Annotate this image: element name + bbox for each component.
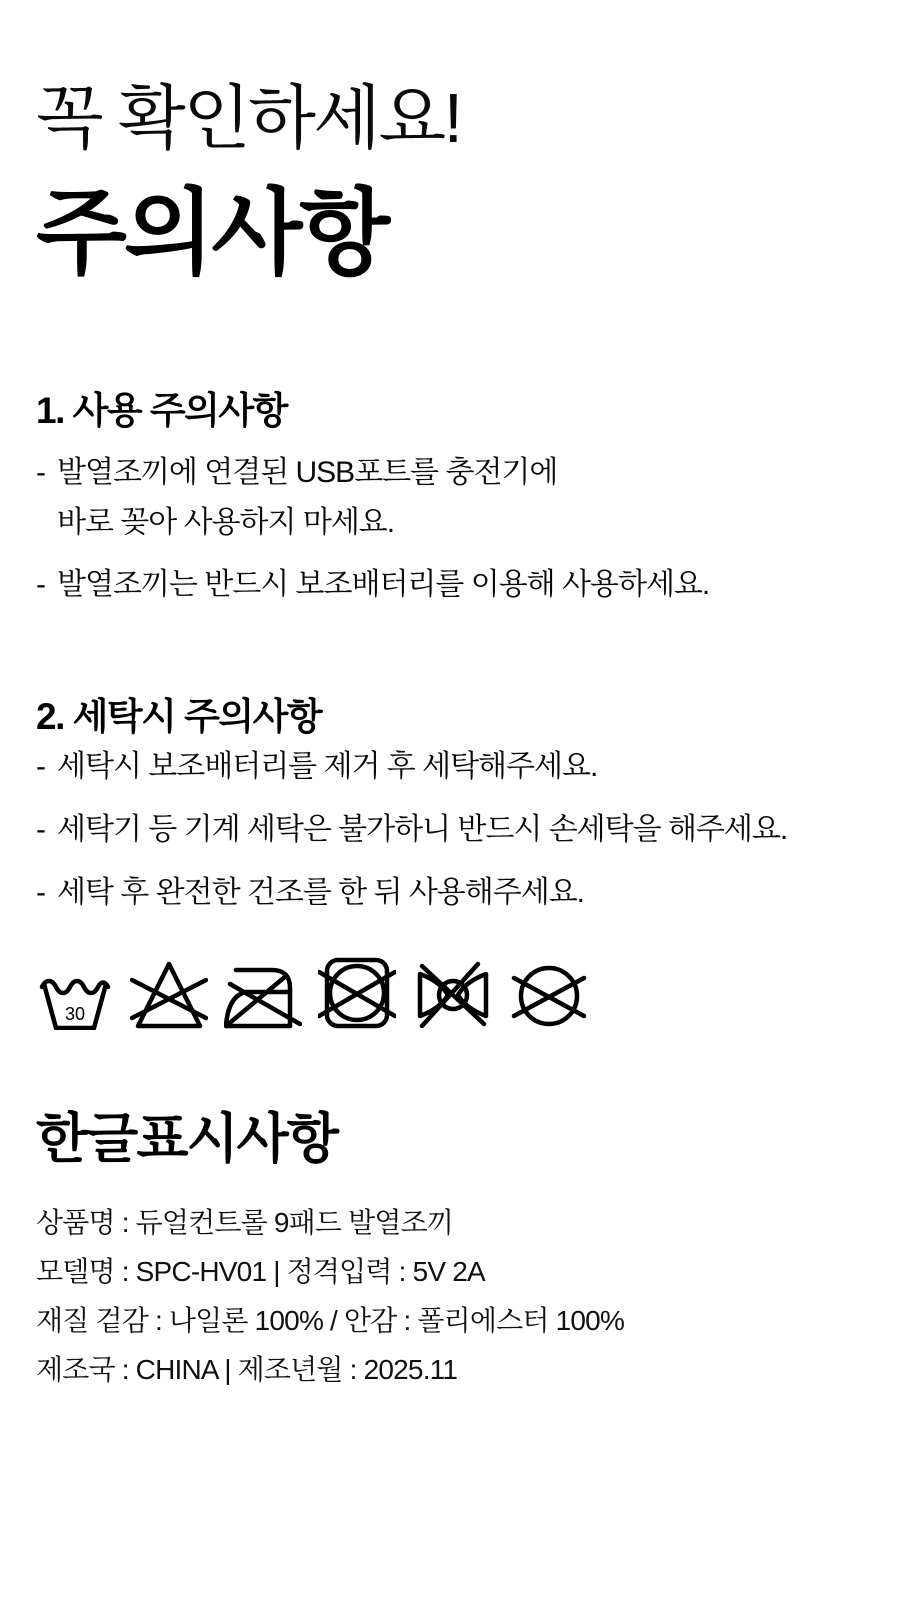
product-info-rows [36,1198,870,1394]
usage-bullet-2 [36,560,870,610]
do-not-bleach-icon [130,958,208,1030]
section-usage-heading: 1. 사용 주의사항 [36,390,287,431]
do-not-tumble-dry-icon [318,956,396,1030]
bullet-text: 발열조끼에 연결된 USB포트를 충전기에 바로 꽂아 사용하지 마세요. [57,456,558,539]
bullet-text: 발열조끼는 반드시 보조배터리를 이용해 사용하세요. [57,568,710,601]
page-subtitle: 꼭 확인하세요! [36,79,461,157]
bullet-dash: - [36,456,45,489]
section-usage-bullets [36,448,870,622]
bullet-text: 세탁시 보조배터리를 제거 후 세탁해주세요. [57,750,598,783]
do-not-wring-icon [412,958,494,1030]
model-power-row: 모델명 : SPC-HV01 | 정격입력 : 5V 2A [36,1256,485,1287]
bullet-dash: - [36,876,45,909]
wash-temp-label: 30 [64,1004,86,1024]
wash-30-icon [36,978,114,1030]
washing-bullet-1 [36,742,870,792]
material-row: 재질 겉감 : 나일론 100% / 안감 : 폴리에스터 100% [36,1305,625,1336]
do-not-dry-clean-icon [510,960,588,1030]
product-name-row: 상품명 : 듀얼컨트롤 9패드 발열조끼 [36,1207,454,1238]
usage-bullet-1 [36,448,870,548]
page-title: 주의사항 [36,180,388,285]
do-not-iron-icon [224,962,302,1030]
origin-date-row: 제조국 : CHINA | 제조년월 : 2025.11 [36,1354,458,1385]
bullet-dash: - [36,568,45,601]
section-washing-heading: 2. 세탁시 주의사항 [36,696,322,737]
label-info-heading: 한글표시사항 [36,1109,337,1169]
bullet-text: 세탁기 등 기계 세탁은 불가하니 반드시 손세탁을 해주세요. [57,813,788,846]
washing-bullet-3 [36,868,870,918]
bullet-dash: - [36,750,45,783]
bullet-dash: - [36,813,45,846]
bullet-text: 세탁 후 완전한 건조를 한 뒤 사용해주세요. [57,876,585,909]
washing-bullet-2 [36,805,870,855]
section-washing-bullets [36,742,870,931]
care-symbols-row [36,956,870,1030]
